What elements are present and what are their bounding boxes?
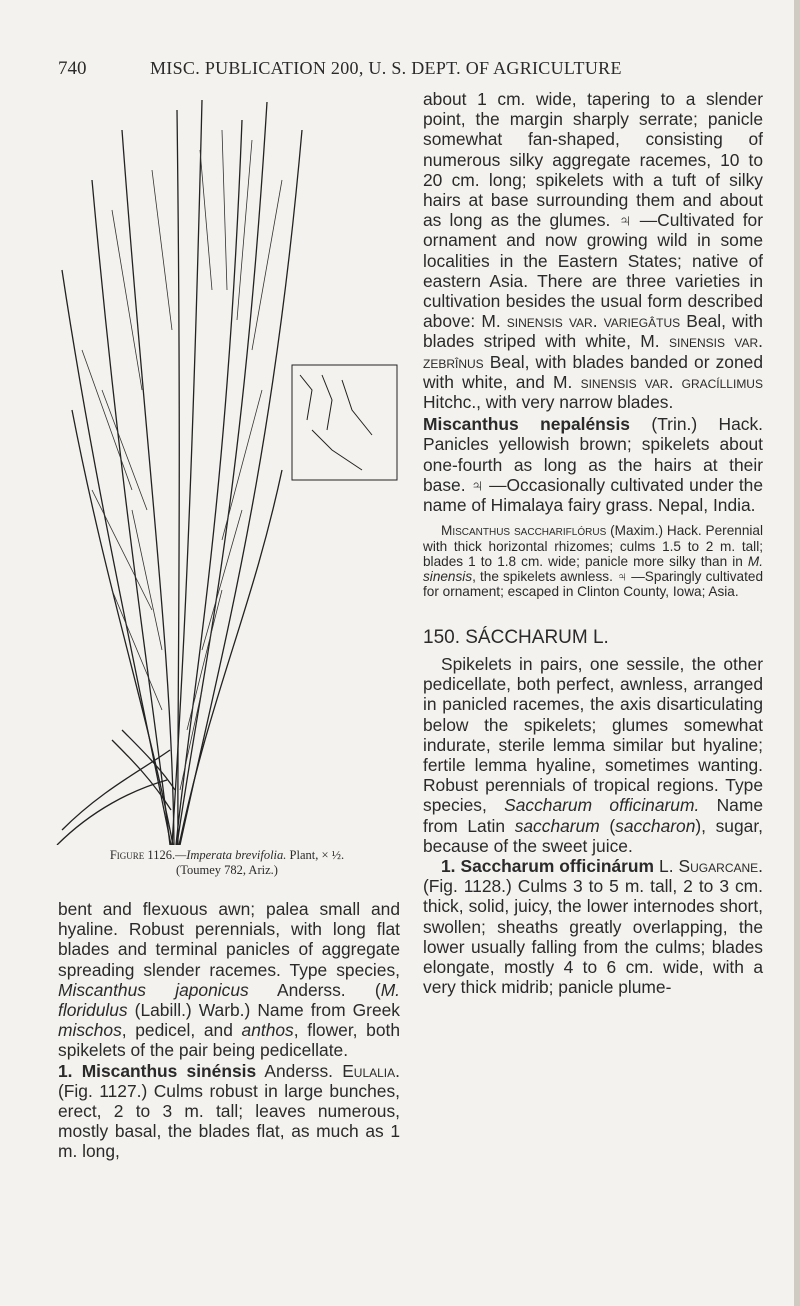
species-entry-miscanthus-nepalensis: Miscanthus nepalénsis (Trin.) Hack. Panicles yellowish brown; spikelets about one-fourth as long as the hairs at their base. ♃ —Occasionally cultivated under the name of Himalaya fairy grass. Nepal, India.: [423, 414, 763, 516]
species-entry-miscanthus-sinensis: 1. Miscanthus sinénsis Anderss. Eulalia. (Fig. 1127.) Culms robust in large bunches, erect, 2 to 3 m. tall; leaves numerous, mostly basal, the blades flat, as much as 1 m. long,: [58, 1060, 400, 1162]
caption-rest: Plant, × ½.: [286, 848, 345, 862]
right-paragraph-1: about 1 cm. wide, tapering to a slender point, the margin sharply serrate; panicle somewhat fan-shaped, consisting of numerous silky aggregate racemes, 10 to 20 cm. long; spikelets with a tuft of silky hairs at base surrounding them and about as long as the glumes. ♃ —Cultivated for ornament and now growing wild in some localities in the Eastern States; native of eastern Asia. There are three varieties in cultivation besides the usual form described above: M. sinensis var. variegâtus Beal, with blades striped with white, M. sinensis var. zebrînus Beal, with blades banded or zoned with white, and M. sinensis var. gracíllimus Hitchc., with very narrow blades.: [423, 89, 764, 413]
caption-label: Figure 1126.: [109, 848, 176, 862]
grass-plant-illustration: [52, 90, 402, 845]
running-header: [0, 58, 800, 82]
left-paragraph-1: bent and flexuous awn; palea small and hyaline. Robust perennials, with long flat blades and terminal panicles of aggregate spreading slender racemes. Type species, Miscanthus japonicus Anderss. (M. floridulus (Labill.) Warb.) Name from Greek mischos, pedicel, and anthos, flower, both spikelets of the pair being pedicellate.: [58, 899, 401, 1061]
caption-line2: (Toumey 782, Ariz.): [176, 863, 278, 877]
figure-illustration: [52, 90, 402, 845]
figure-caption: [52, 848, 402, 878]
species-name: 1. Miscanthus sinénsis: [58, 1060, 257, 1081]
genus-heading: 150. SÁCCHARUM L.: [423, 626, 609, 648]
running-head: MISC. PUBLICATION 200, U. S. DEPT. OF AGRICULTURE: [150, 58, 622, 78]
left-column: [58, 899, 400, 1162]
species-entry-miscanthus-sacchariflorus: Miscanthus sacchariflórus (Maxim.) Hack. Perennial with thick horizontal rhizomes; culms 1.5 to 2 m. tall; blades 1 to 1.8 cm. wide; panicle more silky than in M. sinensis, the spikelets awnless. ♃ —Sparingly cultivated for ornament; escaped in Clinton County, Iowa; Asia.: [423, 523, 763, 600]
right-column: [423, 89, 763, 997]
genus-description: Spikelets in pairs, one sessile, the other pedicellate, both perfect, awnless, arranged in panicled racemes, the axis disarticulating below the spikelets; glumes somewhat indurate, sterile lemma similar but hyaline; fertile lemma hyaline, sometimes wanting. Robust perennials of tropical regions. Type species, Saccharum officinarum. Name from Latin saccharum (saccharon), sugar, because of the sweet juice.: [423, 653, 763, 856]
page-number: 740: [58, 58, 87, 79]
page-edge: [794, 0, 800, 1306]
caption-species: —Imperata brevifolia.: [175, 848, 287, 862]
species-entry-saccharum-officinarum: 1. Saccharum officinárum L. Sugarcane. (Fig. 1128.) Culms 3 to 5 m. tall, 2 to 3 cm. thick, solid, juicy, the lower internodes short, swollen; sheaths greatly overlapping, the lower usually falling from the culms; blades elongate, mostly 4 to 6 cm. wide, with a very thick midrib; panicle plume-: [423, 855, 763, 998]
